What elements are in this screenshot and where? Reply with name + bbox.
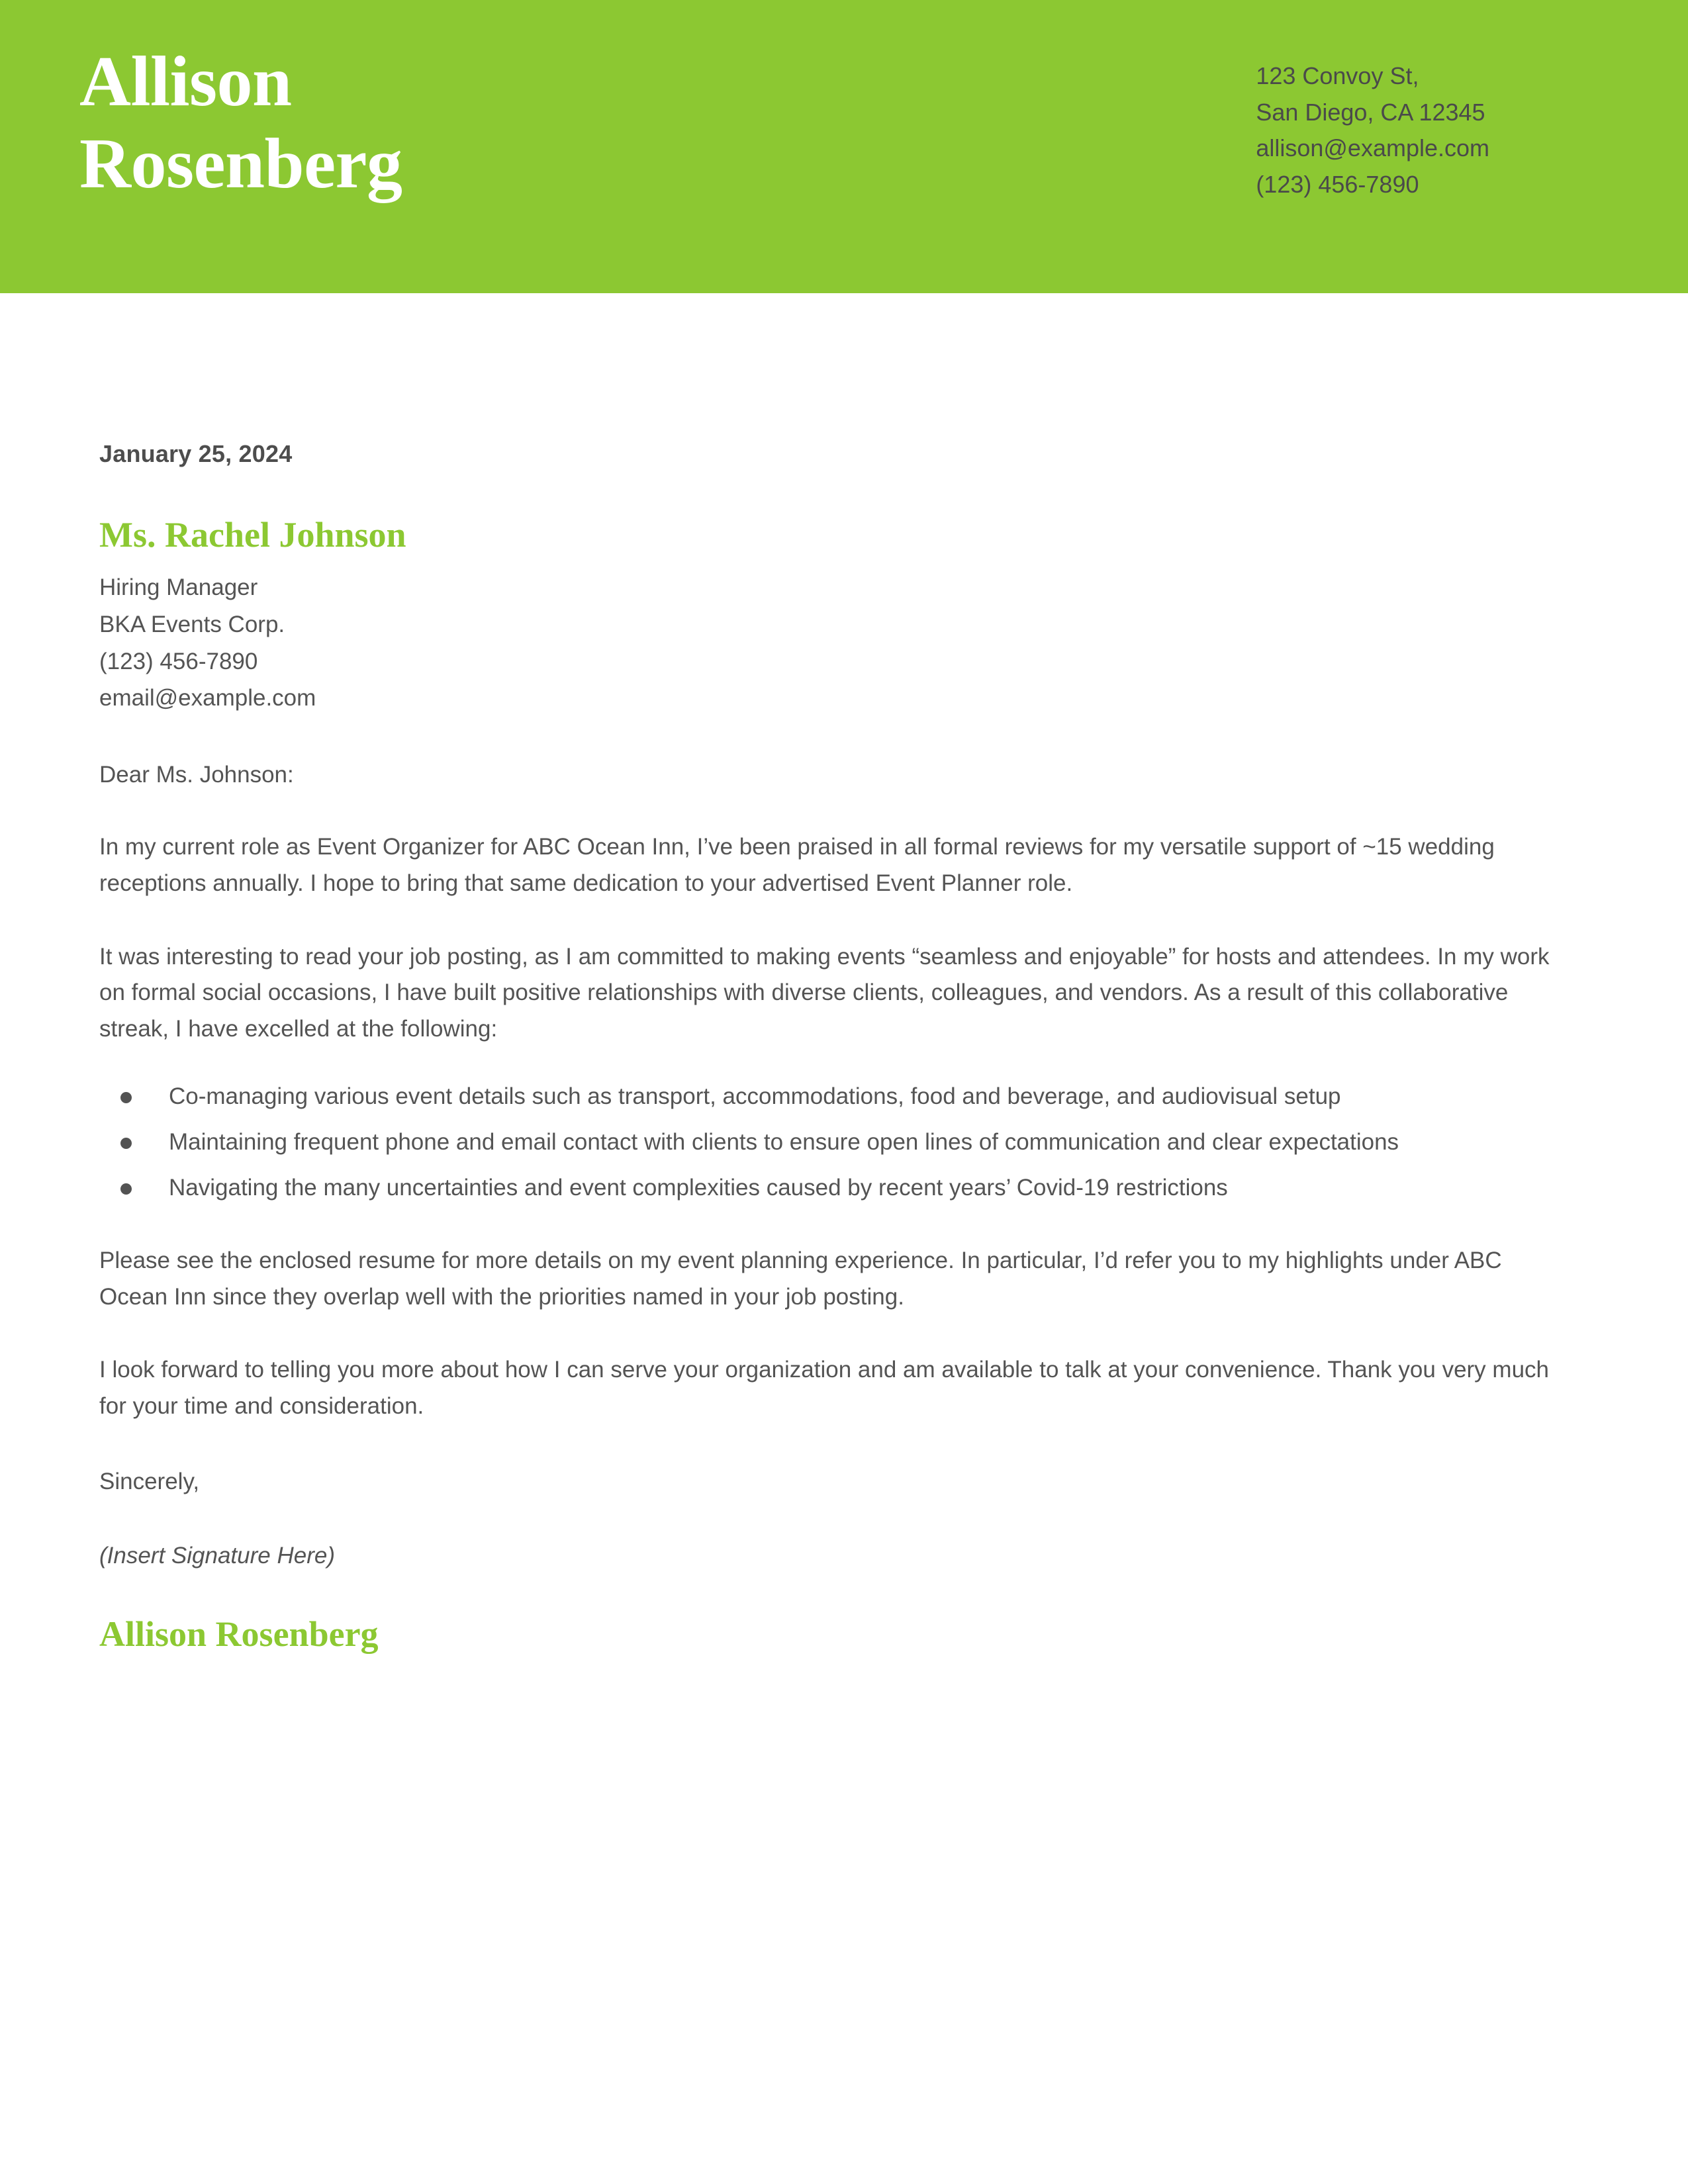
recipient-phone[interactable]: (123) 456-7890 [99,648,258,674]
recipient-email[interactable]: email@example.com [99,685,316,711]
letter-paragraph-3: Please see the enclosed resume for more details on my event planning experience. In particular, I’d refer you to my highlights under ABC Ocean Inn since they overlap well with the priorities named in your job posting. [99,1248,1502,1310]
applicant-city-state-zip: San Diego, CA 12345 [1256,98,1485,126]
list-item: Co-managing various event details such as transport, accommodations, food and beverage, and audiovisual setup [99,1079,1589,1115]
recipient-company: BKA Events Corp. [99,612,285,638]
list-item: Maintaining frequent phone and email contact with clients to ensure open lines of communication and clear expectations [99,1124,1589,1161]
applicant-contact-block [1256,58,1489,203]
letter-date: January 25, 2024 [99,440,293,467]
signature-name: Allison Rosenberg [99,1614,379,1654]
letter-paragraph-4: I look forward to telling you more about how I can serve your organization and am available to talk at your convenience. Thank you very much for your time and consideration. [99,1357,1549,1419]
letterhead-inner [0,0,1688,293]
applicant-phone[interactable]: (123) 456-7890 [1256,171,1419,199]
recipient-details-block [99,569,1589,717]
qualifications-bullet-list [99,1079,1589,1206]
letter-closing: Sincerely, [99,1468,200,1494]
recipient-name-heading: Ms. Rachel Johnson [99,515,406,555]
list-item: Navigating the many uncertainties and event complexities caused by recent years’ Covid-19 restrictions [99,1170,1589,1206]
recipient-title: Hiring Manager [99,574,258,601]
letter-paragraph-2: It was interesting to read your job posting, as I am committed to making events “seamless and enjoyable” for hosts and attendees. In my work on formal social occasions, I have built positive relationships with diverse clients, colleagues, and vendors. As a result of this collaborative streak, I have excelled at the following: [99,943,1550,1042]
applicant-last-name: Rosenberg [79,124,402,204]
letter-body [0,440,1688,1654]
applicant-street-address: 123 Convoy St, [1256,62,1419,89]
applicant-email[interactable]: allison@example.com [1256,134,1489,162]
letterhead-header [0,0,1688,293]
letter-paragraph-1: In my current role as Event Organizer for ABC Ocean Inn, I’ve been praised in all formal reviews for my versatile support of ~15 wedding receptions annually. I hope to bring that same dedication to your advertised Event Planner role. [99,834,1495,897]
letter-salutation: Dear Ms. Johnson: [99,761,294,788]
applicant-name-heading [79,41,808,205]
signature-placeholder: (Insert Signature Here) [99,1543,335,1569]
applicant-first-name: Allison [79,42,292,121]
